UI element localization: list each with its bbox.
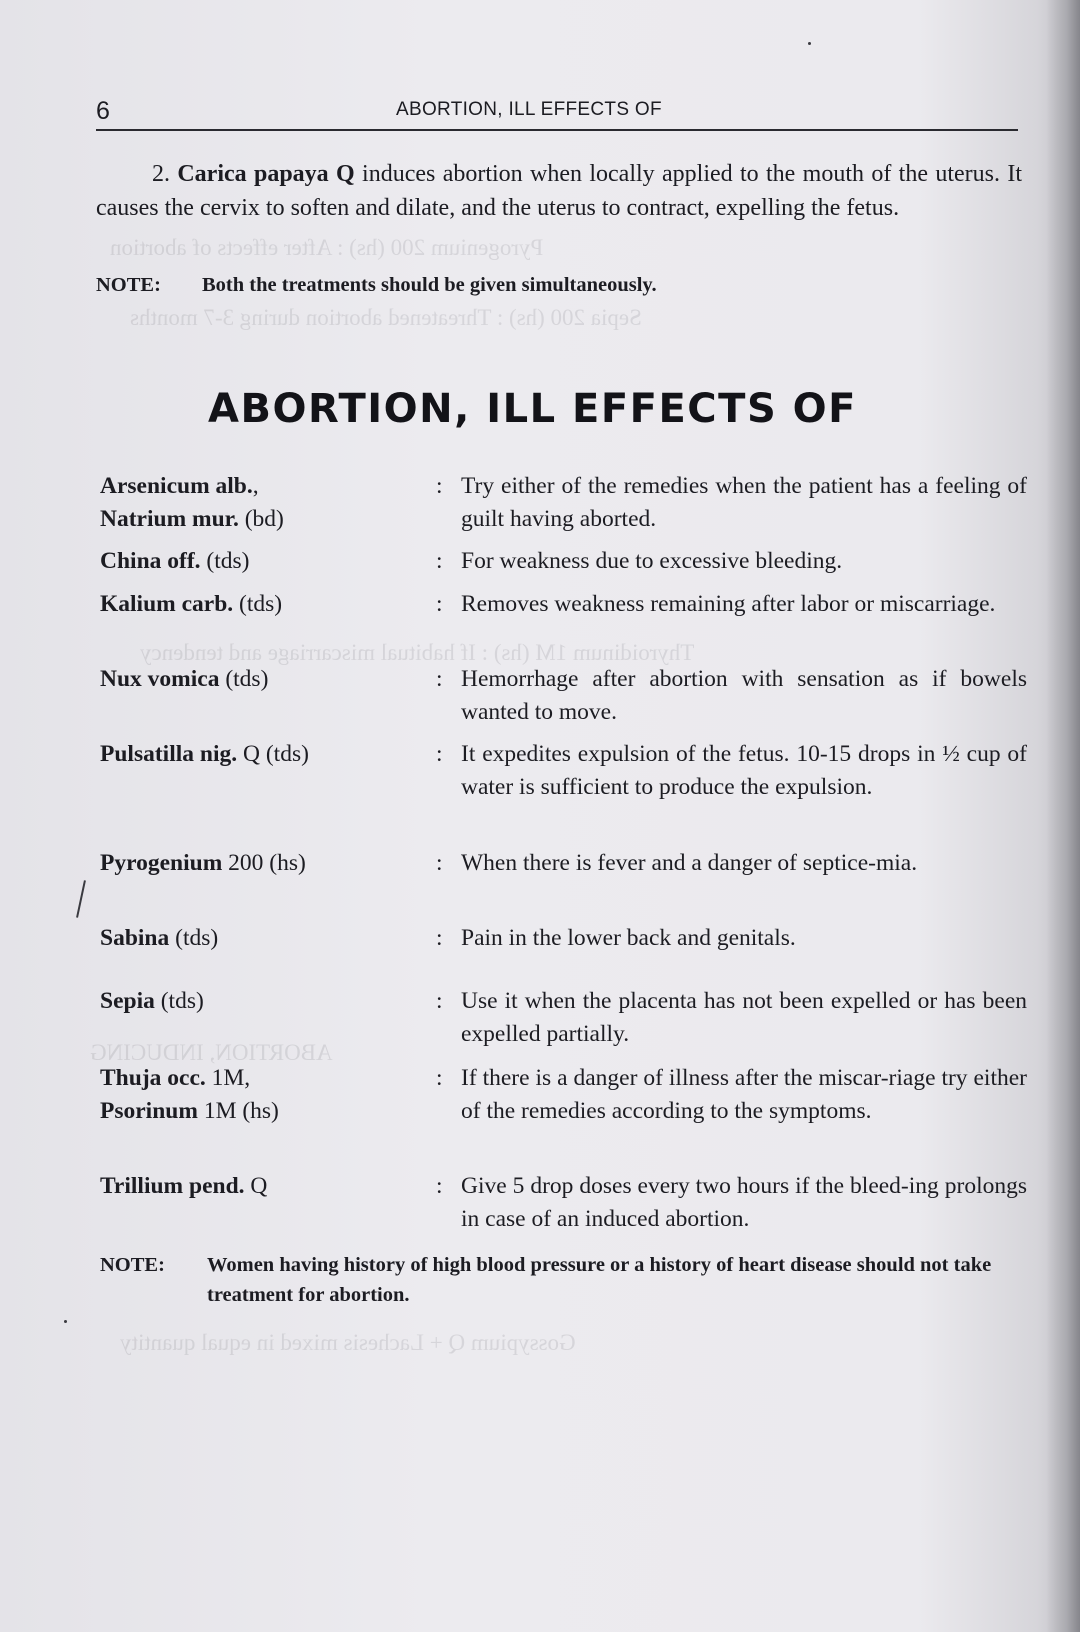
remedy-description: Use it when the placenta has not been expelled or has been expelled partially.: [461, 988, 1027, 1047]
show-through-text: Thyroidinum 1M (hs) : If habitual miscarriage and tendency: [140, 640, 695, 665]
pen-mark: [76, 880, 86, 918]
item-number: 2.: [152, 161, 170, 187]
note-label: NOTE:: [96, 274, 161, 296]
remedy-name: China off. (tds): [100, 548, 250, 574]
remedy-description: If there is a danger of illness after the miscar-riage try either of the remedies according to the symptoms.: [461, 1065, 1027, 1124]
show-through-text: Sepia 200 (hs) : Threatened abortion during 3-7 months: [130, 305, 642, 330]
section-title: ABORTION, ILL EFFECTS OF: [208, 386, 858, 432]
remedy-name: Nux vomica (tds): [100, 666, 269, 692]
intro-paragraph: [96, 158, 1022, 225]
show-through-text: Pyrogenium 200 (hs) : After effects of abortion: [110, 235, 544, 260]
show-through-text: ABORTION, INDUCING: [90, 1040, 333, 1065]
pen-dot: [808, 42, 811, 45]
book-page: Pyrogenium 200 (hs) : After effects of abortion Sepia 200 (hs) : Threatened abortion during 3-7 months Thyroidinum 1M (hs) : If habitual miscarriage and tendency ABORTION, INDUCING Gossypium Q + Lachesis mixed in equal quantity 6 ABORTION, ILL EFFECTS OF 2. Carica papaya Q induces abortion when locally applied to the mouth of the uterus. It causes the cervix to soften and dilate, and the uterus to contract, expelling the fetus. NOTE: Both the treatments should be given simultaneously. ABORTION, ILL EFFECTS OF Arsenicum alb., Natrium mur. (bd) : Try either of the remedies when the patient has a feeling of guilt having aborted. China off. (tds) : For weakness due to excessive bleeding. Kalium carb. (tds) : Removes weakness remaining after labor or miscarriage. Nux vomica (tds) : Hemorrhage after abortion with sensation as if bowels wanted to move. Pulsatilla nig. Q (tds) : It expedites expulsion of the fetus. 10-15 drops in ½ cup of water is sufficient to produce the expulsion. Pyrogenium 200 (hs) : When there is fever and a danger of septice-mia. Sabina (tds) : Pain in the lower back and genitals. Sepia (tds) : Use it when the placenta has not been expelled or has been expelled partially. Thuja occ. 1M, Psorinum 1M (hs) : If there is a danger of illness after the miscar-riage try either of the remedies according to the symptoms. Trillium pend. Q : Give 5 drop doses every two hours if the bleed-ing prolongs in case of an induced abortion. NOTE: Women having history of high blood pressure or a history of heart disease should not take treatment for abortion.: [0, 0, 1080, 1632]
remedy-description: Give 5 drop doses every two hours if the bleed-ing prolongs in case of an induced abortion.: [461, 1173, 1027, 1232]
remedy-name: Trillium pend. Q: [100, 1173, 268, 1199]
running-head: ABORTION, ILL EFFECTS OF: [396, 99, 662, 120]
remedy-name: Sabina (tds): [100, 925, 219, 951]
show-through-text: Gossypium Q + Lachesis mixed in equal quantity: [120, 1330, 576, 1355]
remedy-description: It expedites expulsion of the fetus. 10-15 drops in ½ cup of water is sufficient to produce the expulsion.: [461, 741, 1027, 800]
note-text: Both the treatments should be given simultaneously.: [202, 274, 657, 296]
page-header: [96, 95, 1018, 129]
note-label: NOTE:: [100, 1254, 165, 1276]
paragraph-text: induces abortion when locally applied to the mouth of the uterus. It causes the cervix to soften and dilate, and the uterus to contract, expelling the fetus.: [96, 161, 1022, 221]
page-number: 6: [96, 97, 110, 125]
book-spine-shadow: [1046, 0, 1080, 1632]
remedy-name: Sepia (tds): [100, 988, 204, 1014]
remedy-name: Kalium carb. (tds): [100, 591, 283, 617]
remedy-description: Removes weakness remaining after labor or miscarriage.: [461, 591, 996, 617]
remedy-name: Carica papaya Q: [177, 161, 355, 187]
pen-dot: [64, 1320, 67, 1323]
header-rule: [96, 129, 1018, 131]
remedy-name: Thuja occ. 1M, Psorinum 1M (hs): [100, 1065, 279, 1124]
remedy-description: When there is fever and a danger of septice-mia.: [461, 850, 918, 876]
remedy-description: For weakness due to excessive bleeding.: [461, 548, 843, 574]
note-text: Women having history of high blood pressure or a history of heart disease should not take treatment for abortion.: [207, 1254, 992, 1306]
remedy-description: Pain in the lower back and genitals.: [461, 925, 796, 951]
remedy-description: Try either of the remedies when the patient has a feeling of guilt having aborted.: [461, 473, 1027, 532]
remedy-description: Hemorrhage after abortion with sensation as if bowels wanted to move.: [461, 666, 1027, 725]
remedy-name: Pyrogenium 200 (hs): [100, 850, 306, 876]
remedy-name: Arsenicum alb., Natrium mur. (bd): [100, 473, 284, 532]
remedy-name: Pulsatilla nig. Q (tds): [100, 741, 309, 767]
note-top: [96, 274, 1022, 297]
